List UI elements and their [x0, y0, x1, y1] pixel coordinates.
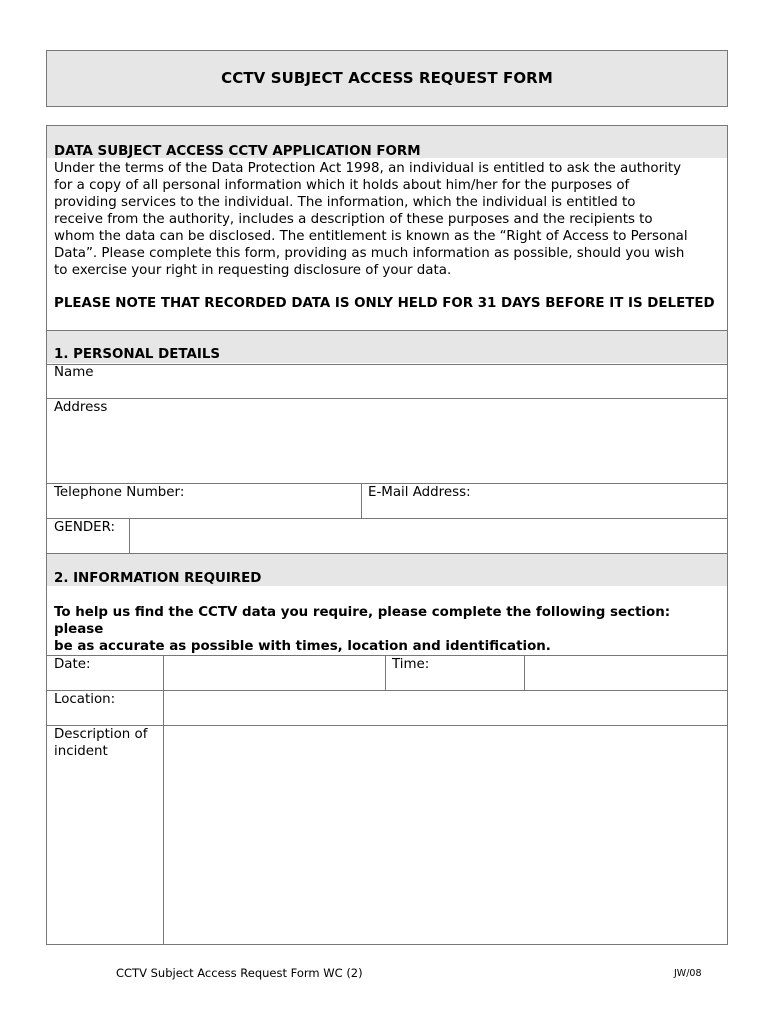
- address-field[interactable]: [47, 399, 727, 483]
- intro-line: Under the terms of the Data Protection Act 1998, an individual is entitled to ask the authority: [54, 161, 682, 176]
- information-required-heading: 2. INFORMATION REQUIRED: [54, 571, 262, 586]
- address-label: Address: [54, 400, 108, 415]
- intro-paragraph: [54, 160, 722, 279]
- intro-line: for a copy of all personal information which it holds about him/her for the purposes of: [54, 178, 630, 193]
- email-label: E-Mail Address:: [368, 485, 471, 500]
- location-field[interactable]: [164, 691, 727, 725]
- location-label: Location:: [54, 692, 116, 707]
- date-label: Date:: [54, 657, 91, 672]
- description-field[interactable]: [164, 726, 727, 944]
- intro-line: Data”. Please complete this form, providing as much information as possible, should you wish: [54, 246, 685, 261]
- title-box: [46, 50, 728, 107]
- name-field[interactable]: [47, 364, 727, 398]
- description-label: [54, 726, 147, 760]
- personal-details-heading: 1. PERSONAL DETAILS: [54, 347, 221, 362]
- telephone-label: Telephone Number:: [54, 485, 185, 500]
- intro-line: to exercise your right in requesting disclosure of your data.: [54, 263, 452, 278]
- info-instructions: [54, 604, 722, 655]
- description-label-line: Description of: [54, 727, 148, 742]
- retention-notice: PLEASE NOTE THAT RECORDED DATA IS ONLY HELD FOR 31 DAYS BEFORE IT IS DELETED: [54, 296, 715, 311]
- name-label: Name: [54, 365, 94, 380]
- instructions-line: be as accurate as possible with times, location and identification.: [54, 639, 551, 654]
- gender-label: GENDER:: [54, 520, 116, 535]
- description-label-line: incident: [54, 744, 108, 759]
- intro-line: whom the data can be disclosed. The entitlement is known as the “Right of Access to Personal: [54, 229, 688, 244]
- telephone-field[interactable]: [47, 484, 361, 518]
- form-title: CCTV SUBJECT ACCESS REQUEST FORM: [221, 69, 553, 87]
- email-field[interactable]: [362, 484, 727, 518]
- gender-field[interactable]: [130, 519, 727, 553]
- divider: [385, 655, 386, 690]
- footer-reference: JW/08: [674, 968, 702, 979]
- time-field[interactable]: [525, 656, 727, 690]
- intro-line: receive from the authority, includes a description of these purposes and the recipients to: [54, 212, 653, 227]
- date-field[interactable]: [164, 656, 385, 690]
- time-label: Time:: [392, 657, 430, 672]
- intro-heading: DATA SUBJECT ACCESS CCTV APPLICATION FORM: [54, 144, 421, 159]
- request-form: [46, 125, 728, 945]
- intro-line: providing services to the individual. The information, which the individual is entitled to: [54, 195, 636, 210]
- footer-form-name: CCTV Subject Access Request Form WC (2): [116, 966, 363, 980]
- instructions-line: To help us find the CCTV data you require, please complete the following section: please: [54, 605, 671, 637]
